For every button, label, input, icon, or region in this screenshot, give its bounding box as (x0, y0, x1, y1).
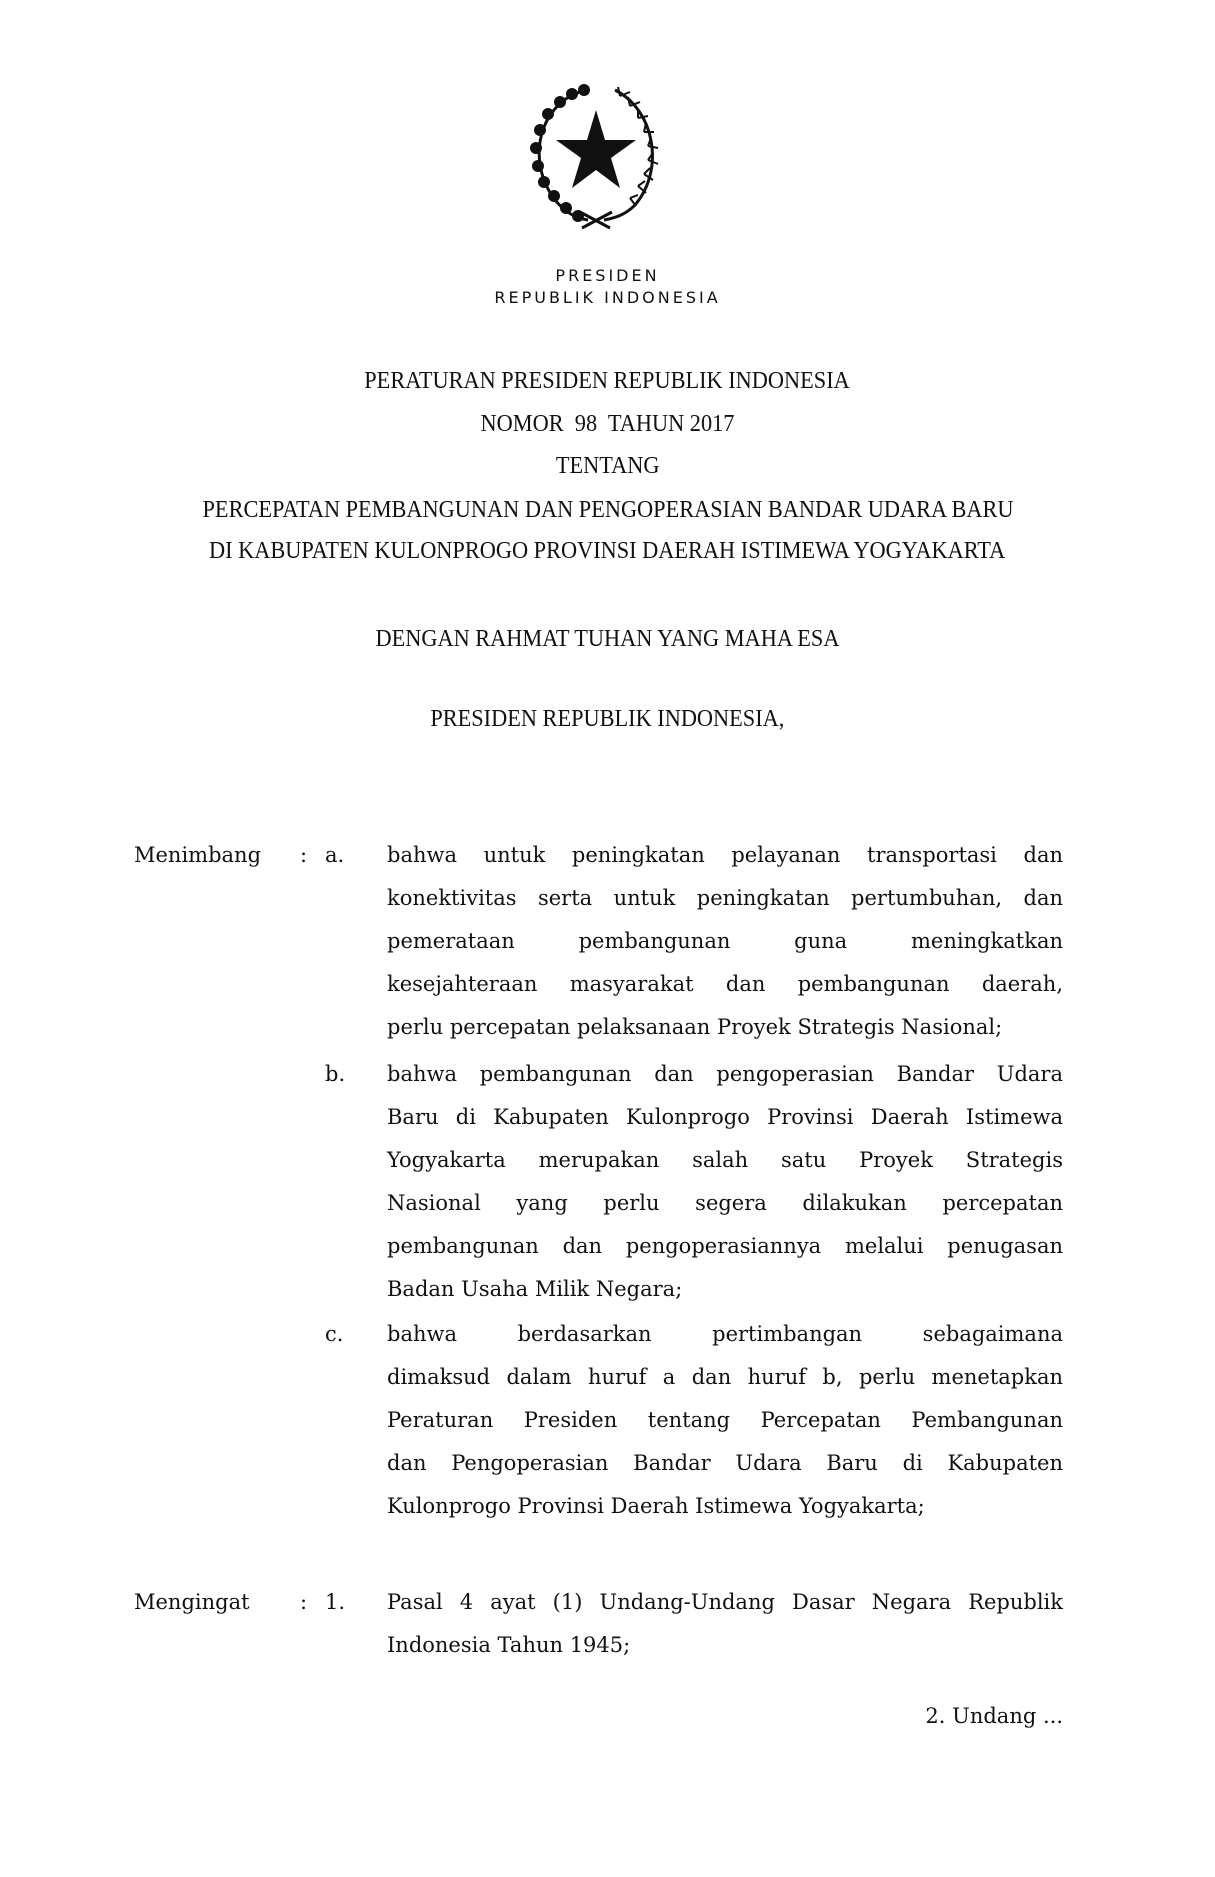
title-line: TENTANG (555, 453, 660, 479)
regulation-subject-line1 (0, 497, 1215, 524)
tentang-heading (0, 453, 1215, 480)
regulation-subject-line2 (0, 538, 1215, 565)
clause-line: Pasal 4 ayat (1) Undang-Undang Dasar Negara Republik (387, 1590, 1063, 1614)
page-continuation: 2. Undang ... (925, 1704, 1063, 1728)
title-line: DI KABUPATEN KULONPROGO PROVINSI DAERAH ISTIMEWA YOGYAKARTA (209, 538, 1006, 564)
colon: : (300, 843, 308, 867)
clause-line: Kulonprogo Provinsi Daerah Istimewa Yogyakarta; (387, 1494, 925, 1518)
clause-line: Badan Usaha Milik Negara; (387, 1277, 683, 1301)
regulation-number (0, 411, 1215, 438)
menimbang-label: Menimbang (134, 843, 262, 867)
clause-line: konektivitas serta untuk peningkatan pertumbuhan, dan (387, 886, 1063, 910)
regulation-title (0, 368, 1215, 395)
title-line: PERCEPATAN PEMBANGUNAN DAN PENGOPERASIAN BANDAR UDARA BARU (202, 497, 1013, 523)
clause-line: Yogyakarta merupakan salah satu Proyek Strategis (387, 1148, 1063, 1172)
header-republik-indonesia: REPUBLIK INDONESIA (494, 288, 721, 307)
header-presiden: PRESIDEN (555, 266, 660, 285)
colon: : (300, 1590, 308, 1614)
title-line: DENGAN RAHMAT TUHAN YANG MAHA ESA (375, 626, 840, 652)
item-marker: b. (325, 1062, 346, 1086)
clause-line: pembangunan dan pengoperasiannya melalui penugasan (387, 1234, 1063, 1258)
item-marker: c. (325, 1322, 344, 1346)
clause-line: bahwa pembangunan dan pengoperasian Bandar Udara (387, 1062, 1063, 1086)
clause-line: pemerataan pembangunan guna meningkatkan (387, 929, 1063, 953)
clause-line: kesejahteraan masyarakat dan pembangunan daerah, (387, 972, 1063, 996)
clause-line: perlu percepatan pelaksanaan Proyek Strategis Nasional; (387, 1015, 1003, 1039)
title-line: NOMOR 98 TAHUN 2017 (480, 411, 735, 437)
clause-line: bahwa untuk peningkatan pelayanan transportasi dan (387, 843, 1063, 867)
title-line: PRESIDEN REPUBLIK INDONESIA, (430, 706, 785, 732)
clause-line: bahwa berdasarkan pertimbangan sebagaimana (387, 1322, 1063, 1346)
clause-line: Indonesia Tahun 1945; (387, 1633, 631, 1657)
presidential-seal-emblem (520, 80, 672, 230)
mengingat-label: Mengingat (134, 1590, 250, 1614)
preamble (0, 626, 1215, 653)
clause-line: dan Pengoperasian Bandar Udara Baru di Kabupaten (387, 1451, 1063, 1475)
clause-line: Baru di Kabupaten Kulonprogo Provinsi Daerah Istimewa (387, 1105, 1063, 1129)
clause-line: dimaksud dalam huruf a dan huruf b, perlu menetapkan (387, 1365, 1063, 1389)
clause-line: Peraturan Presiden tentang Percepatan Pembangunan (387, 1408, 1063, 1432)
item-marker: a. (325, 843, 345, 867)
clause-line: Nasional yang perlu segera dilakukan percepatan (387, 1191, 1063, 1215)
president-heading (0, 706, 1215, 733)
title-line: PERATURAN PRESIDEN REPUBLIK INDONESIA (364, 368, 851, 394)
item-marker: 1. (325, 1590, 346, 1614)
